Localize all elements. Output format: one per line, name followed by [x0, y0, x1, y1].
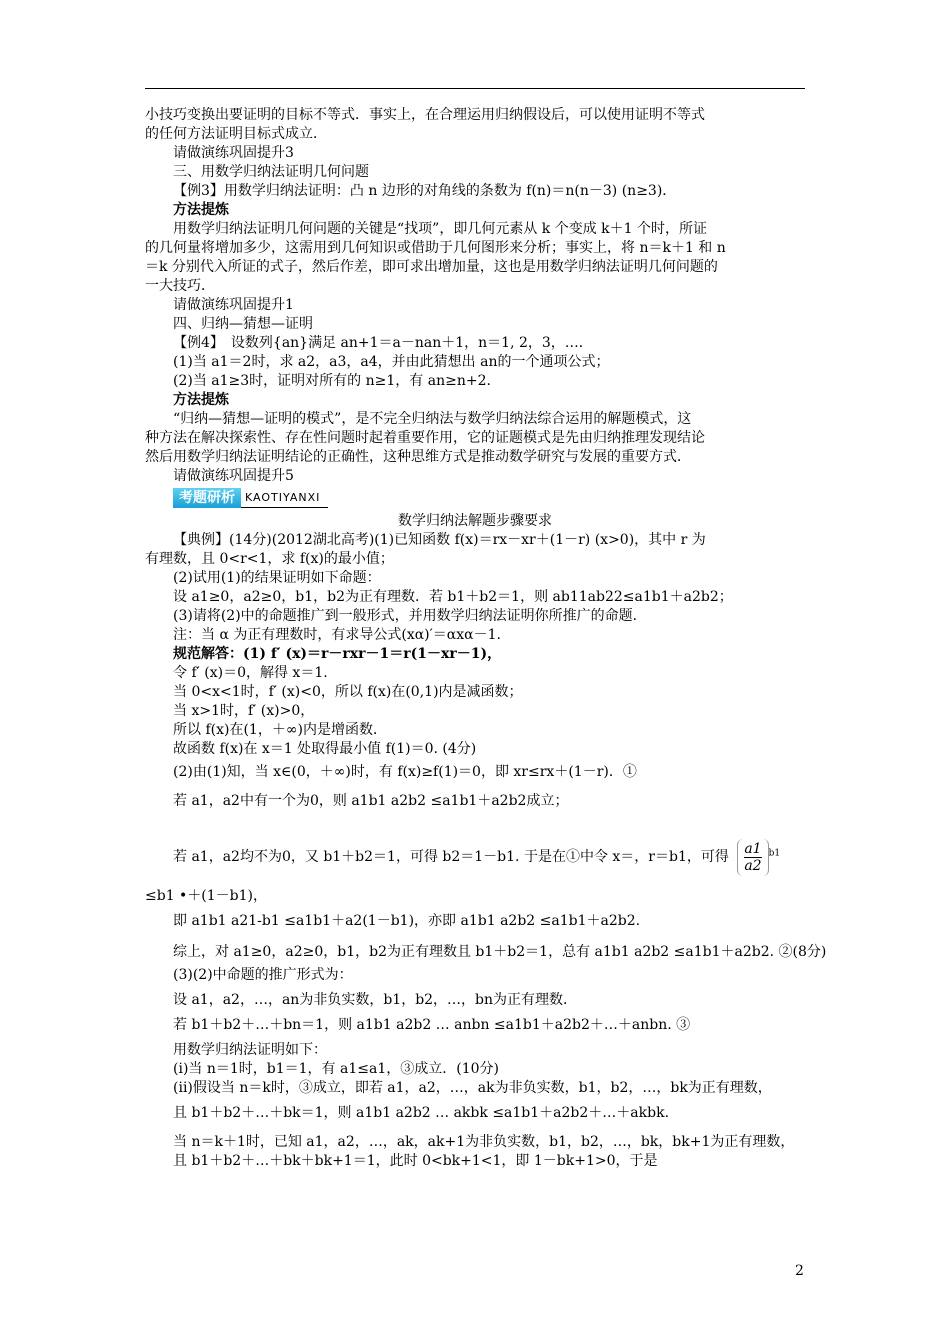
solution-line: 综上，对 a1≥0，a2≥0，b1，b2为正有理数且 b1＋b2＝1，总有 a1b1 a2b2 ≤a1b1＋a2b2. ②(8分) — [173, 944, 827, 960]
example-3: 【例3】用数学归纳法证明：凸 n 边形的对角线的条数为 f(n)＝n(n－3) (n≥3)． — [173, 183, 677, 199]
example-line: (3)请将(2)中的命题推广到一般形式，并用数学归纳法证明你所推广的命题． — [173, 608, 647, 624]
text-line: 请做演练巩固提升3 — [173, 145, 294, 161]
document-body — [145, 106, 827, 1171]
method-heading: 方法提炼 — [173, 392, 229, 408]
text-line: 用数学归纳法证明几何问题的关键是“找项”，即几何元素从 k 个变成 k＋1 个时，所证 — [173, 221, 707, 237]
text-line: 请做演练巩固提升5 — [173, 468, 294, 484]
solution-line: (ⅱ)假设当 n＝k时，③成立，即若 a1，a2，…，ak为非负实数，b1，b2，…，bk为正有理数， — [173, 1080, 772, 1096]
text-line: 的几何量将增加多少，这需用到几何知识或借助于几何图形来分析；事实上，将 n＝k＋1 和 n — [145, 240, 726, 256]
text-line: 然后用数学归纳法证明结论的正确性，这种思维方式是推动数学研究与发展的重要方式． — [145, 449, 691, 465]
solution-line: (ⅰ)当 n＝1时，b1＝1，有 a1≤a1，③成立．(10分) — [173, 1061, 499, 1077]
method-heading: 方法提炼 — [173, 202, 229, 218]
example-line: (2)试用(1)的结果证明如下命题： — [173, 570, 381, 586]
section-heading: 四、归纳—猜想—证明 — [173, 316, 313, 332]
solution-line: 若 a1，a2中有一个为0，则 a1b1 a2b2 ≤a1b1＋a2b2成立； — [173, 793, 569, 809]
section-title: 数学归纳法解题步骤要求 — [398, 513, 552, 529]
example-4: 【例4】 设数列{an}满足 an+1＝a－nan＋1，n＝1, 2，3，…． — [173, 335, 593, 351]
example-line: 有理数，且 0<r<1，求 f(x)的最小值； — [145, 551, 394, 567]
solution-line-with-fraction — [145, 835, 805, 879]
text-line: (1)当 a1＝2时，求 a2，a3，a4，并由此猜想出 an的一个通项公式； — [173, 354, 610, 370]
solution-line: 即 a1b1 a21-b1 ≤a1b1＋a2(1－b1)，亦即 a1b1 a2b2 ≤a1b1＋a2b2. — [173, 913, 641, 929]
solution-line: 所以 f(x)在(1，＋∞)内是增函数． — [173, 722, 387, 738]
text-line: 请做演练巩固提升1 — [173, 297, 294, 313]
solution-line: 当 0<x<1时，f′ (x)<0，所以 f(x)在(0,1)内是减函数； — [173, 684, 523, 700]
solution-line: 故函数 f(x)在 x＝1 处取得最小值 f(1)＝0. (4分) — [173, 741, 477, 757]
text-line: 小技巧变换出要证明的目标不等式．事实上，在合理运用归纳假设后，可以使用证明不等式 — [145, 107, 705, 123]
banner-sub: KAOTIYANXI — [241, 488, 328, 508]
solution-line: 且 b1＋b2＋…＋bk＋bk+1＝1，此时 0<bk+1<1，即 1－bk+1>0，于是 — [173, 1153, 658, 1169]
solution-line: 用数学归纳法证明如下： — [173, 1042, 327, 1058]
section-heading: 三、用数学归纳法证明几何问题 — [173, 164, 369, 180]
text-line: ＝k 分别代入所证的式子，然后作差，即可求出增加量，这也是用数学归纳法证明几何问题的 — [145, 259, 718, 275]
solution-line: ≤b1 •＋(1－b1)， — [145, 888, 268, 904]
fraction-exponent: b1 — [768, 848, 781, 859]
solution-line: 令 f′ (x)＝0，解得 x＝1. — [173, 665, 328, 681]
solution-line: 设 a1，a2，…，an为非负实数，b1，b2，…，bn为正有理数． — [173, 992, 578, 1008]
text-line: 一大技巧． — [145, 278, 215, 294]
text-line: (2)当 a1≥3时，证明对所有的 n≥1，有 an≥n+2. — [173, 373, 491, 389]
text-line: 种方法在解决探索性、存在性问题时起着重要作用，它的证题模式是先由归纳推理发现结论 — [145, 430, 705, 446]
fraction-denominator: a2 — [744, 857, 762, 874]
kaotiyanxi-banner — [173, 486, 805, 508]
solution-line: 若 b1＋b2＋…＋bn＝1，则 a1b1 a2b2 … anbn ≤a1b1＋a2b2＋…＋anbn. ③ — [173, 1017, 691, 1033]
solution-line: 当 n＝k＋1时，已知 a1，a2，…，ak，ak+1为非负实数，b1，b2，…，bk，bk+1为正有理数， — [173, 1134, 795, 1150]
page-number: 2 — [795, 1263, 804, 1279]
example-line: 设 a1≥0，a2≥0，b1，b2为正有理数．若 b1＋b2＝1，则 ab11ab22≤a1b1＋a2b2； — [173, 589, 733, 605]
text-line: “归纳—猜想—证明的模式”，是不完全归纳法与数学归纳法综合运用的解题模式，这 — [173, 411, 692, 427]
fraction-numerator: a1 — [744, 840, 762, 857]
example-line: 【典例】(14分)(2012湖北高考)(1)已知函数 f(x)＝rx－xr＋(1－r) (x>0)，其中 r 为 — [173, 532, 706, 548]
solution-line: (2)由(1)知，当 x∈(0，＋∞)时，有 f(x)≥f(1)＝0，即 xr≤rx＋(1－r)．① — [173, 764, 637, 780]
solution-heading: 规范解答：(1) f′ (x)＝r－rxr－1＝r(1－xr－1)， — [173, 646, 502, 662]
solution-line: 且 b1＋b2＋…＋bk＝1，则 a1b1 a2b2 … akbk ≤a1b1＋a2b2＋…＋akbk. — [173, 1105, 670, 1121]
banner-label: 考题研析 — [173, 488, 241, 508]
example-note: 注：当 α 为正有理数时，有求导公式(xα)′＝αxα－1. — [173, 627, 501, 643]
header-rule — [145, 88, 805, 89]
text-line: 的任何方法证明目标式成立． — [145, 126, 327, 142]
solution-line: (3)(2)中命题的推广形式为： — [173, 967, 353, 983]
solution-text: 若 a1，a2均不为0，又 b1＋b2＝1，可得 b2＝1－b1. 于是在①中令 x＝，r＝b1，可得 — [173, 849, 729, 865]
fraction-a1-over-a2 — [737, 839, 768, 876]
solution-line: 当 x>1时，f′ (x)>0， — [173, 703, 315, 719]
